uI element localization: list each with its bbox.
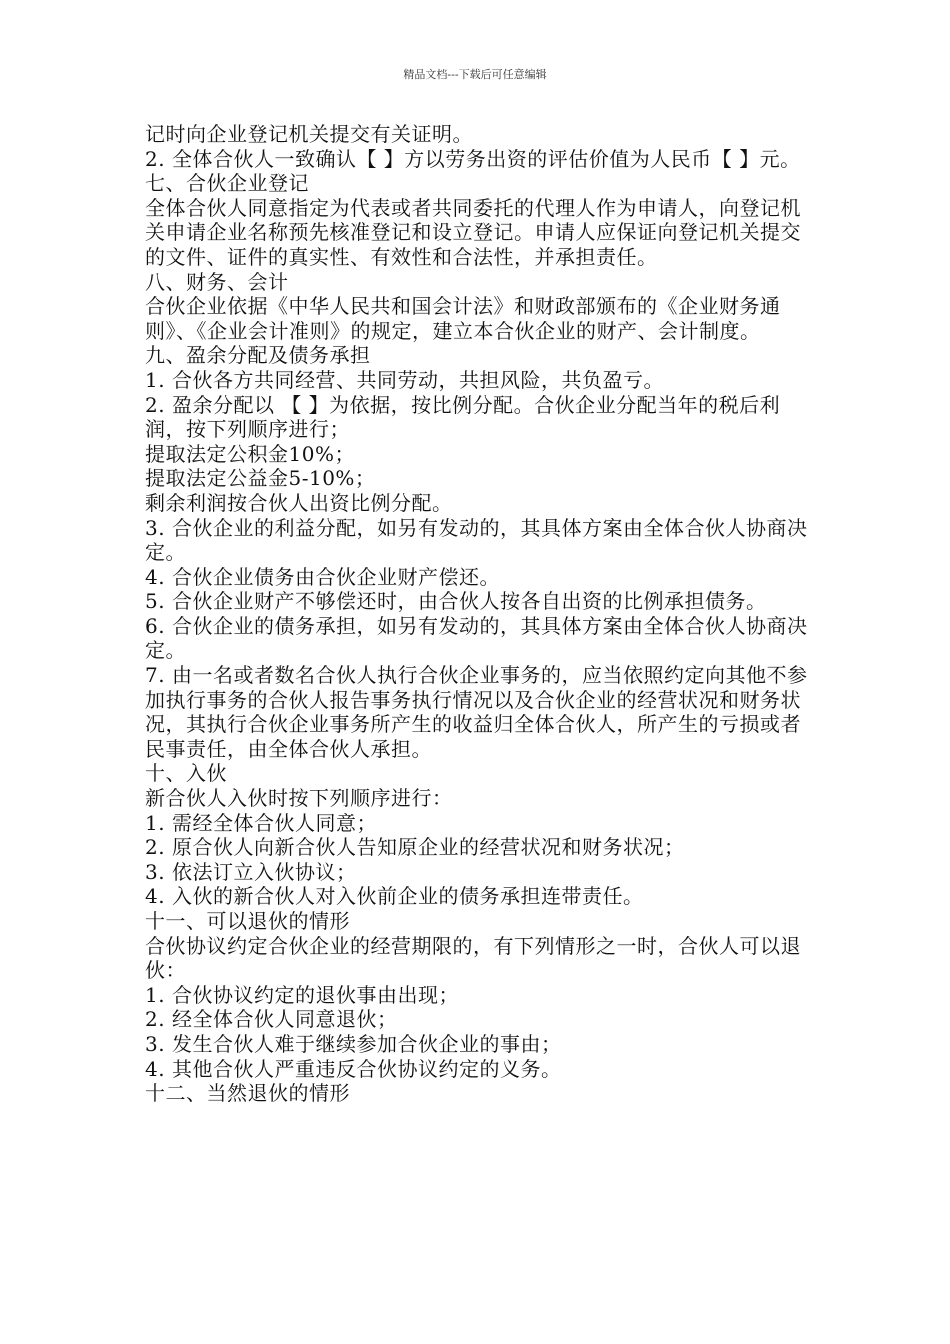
paragraph: 4. 其他合伙人严重违反合伙协议约定的义务。: [145, 1056, 562, 1081]
document-body: [145, 122, 813, 1106]
paragraph: 2. 原合伙人向新合伙人告知原企业的经营状况和财务状况；: [145, 835, 685, 860]
paragraph: 新合伙人入伙时按下列顺序进行：: [145, 786, 453, 811]
section-heading: 十二、当然退伙的情形: [145, 1081, 350, 1106]
paragraph: 4. 入伙的新合伙人对入伙前企业的债务承担连带责任。: [145, 884, 644, 909]
paragraph: 3. 合伙企业的利益分配，如另有发动的，其具体方案由全体合伙人协商决定。: [145, 515, 808, 565]
paragraph: 1. 需经全体合伙人同意；: [145, 810, 377, 835]
paragraph: 全体合伙人同意指定为代表或者共同委托的代理人作为申请人，向登记机关申请企业名称预先核准登记和设立登记。申请人应保证向登记机关提交的文件、证件的真实性、有效性和合法性，并承担责任。: [145, 195, 801, 269]
paragraph: 剩余利润按合伙人出资比例分配。: [145, 490, 453, 515]
paragraph: 提取法定公积金10%；: [145, 441, 355, 466]
section-heading: 七、合伙企业登记: [145, 171, 309, 196]
paragraph: 提取法定公益金5-10%；: [145, 466, 376, 491]
paragraph: 1. 合伙各方共同经营、共同劳动，共担风险，共负盈亏。: [145, 367, 664, 392]
section-heading: 十一、可以退伙的情形: [145, 909, 350, 933]
paragraph: 6. 合伙企业的债务承担，如另有发动的，其具体方案由全体合伙人协商决定。: [145, 613, 808, 663]
paragraph: 2. 全体合伙人一致确认【 】方以劳务出资的评估价值为人民币【 】元。: [145, 146, 801, 171]
paragraph: 7. 由一名或者数名合伙人执行合伙企业事务的，应当依照约定向其他不参加执行事务的合伙人报告事务执行情况以及合伙企业的经营状况和财务状况，其执行合伙企业事务所产生的收益归全体合伙人，所产生的亏损或者民事责任，由全体合伙人承担。: [145, 663, 808, 761]
paragraph: 3. 依法订立入伙协议；: [145, 859, 357, 884]
paragraph: 记时向企业登记机关提交有关证明。: [145, 122, 473, 146]
paragraph: 合伙协议约定合伙企业的经营期限的，有下列情形之一时，合伙人可以退伙：: [145, 933, 801, 983]
page-header: 精品文档---下载后可任意编辑: [403, 68, 547, 81]
paragraph: 1. 合伙协议约定的退伙事由出现；: [145, 982, 459, 1007]
paragraph: 合伙企业依据《中华人民共和国会计法》和财政部颁布的《企业财务通则》、《企业会计准则》的规定，建立本合伙企业的财产、会计制度。: [145, 294, 781, 343]
section-heading: 九、盈余分配及债务承担: [145, 343, 371, 368]
paragraph: 3. 发生合伙人难于继续参加合伙企业的事由；: [145, 1031, 562, 1056]
section-heading: 八、财务、会计: [145, 269, 289, 294]
section-heading: 十、入伙: [145, 761, 227, 786]
paragraph: 2. 盈余分配以 【 】为依据，按比例分配。合伙企业分配当年的税后利润，按下列顺序进行；: [145, 392, 781, 442]
paragraph: 5. 合伙企业财产不够偿还时，由合伙人按各自出资的比例承担债务。: [145, 589, 767, 614]
paragraph: 2. 经全体合伙人同意退伙；: [145, 1007, 398, 1032]
paragraph: 4. 合伙企业债务由合伙企业财产偿还。: [145, 564, 500, 589]
